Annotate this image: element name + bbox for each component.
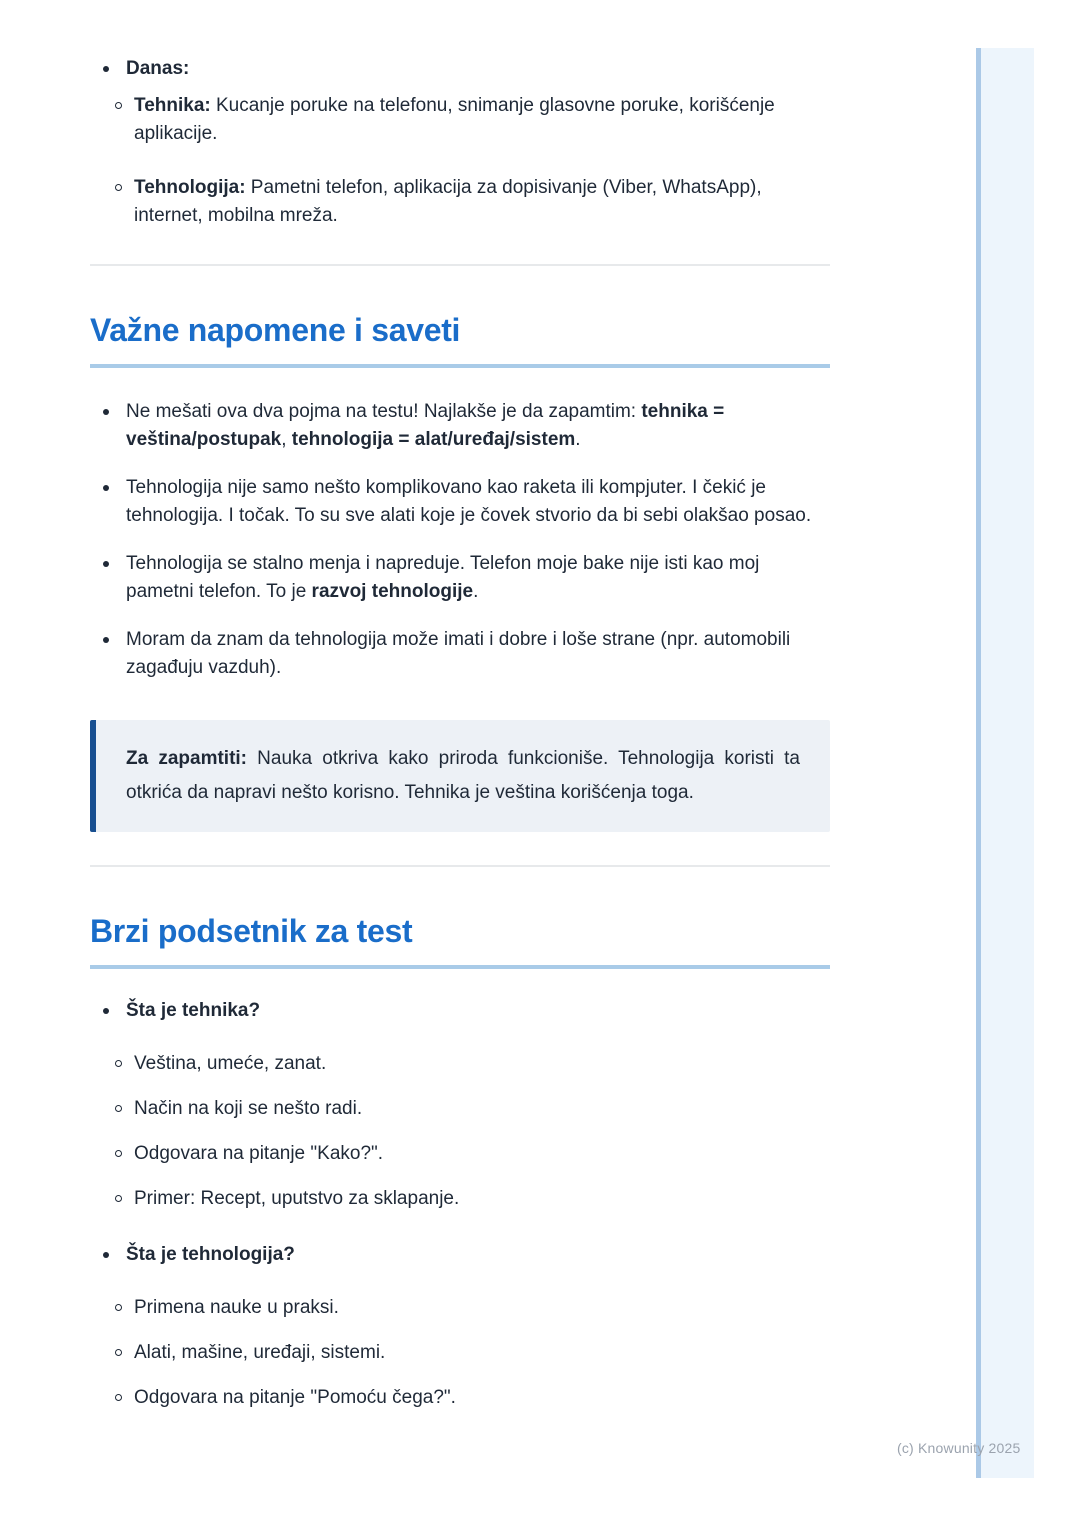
sub-item-text [134, 1095, 830, 1123]
copyright-note: (c) Knowunity 2025 [897, 1440, 1021, 1456]
text-segment: Odgovara na pitanje "Kako?". [134, 1143, 384, 1164]
sub-list-item [90, 1339, 830, 1367]
callout-box [90, 720, 830, 832]
text-segment: razvoj tehnologije [311, 581, 474, 602]
document-content [90, 0, 830, 1412]
notes-section-title: Važne napomene i saveti [90, 310, 830, 368]
callout-text [126, 742, 800, 810]
sub-item-text [134, 1384, 830, 1412]
text-segment: Kucanje poruke na telefonu, snimanje glasovne poruke, korišćenje aplikacije. [134, 95, 775, 144]
intro-group [90, 55, 830, 230]
bullet-text [126, 474, 830, 530]
bullet-text [126, 626, 830, 682]
disc-bullet-icon [103, 66, 109, 72]
disc-bullet-icon [103, 1252, 109, 1258]
quick-section-title: Brzi podsetnik za test [90, 911, 830, 969]
text-segment: Za zapamtiti: [126, 748, 248, 769]
text-segment: , [281, 429, 292, 450]
text-segment: Primena nauke u praksi. [134, 1297, 339, 1318]
circle-bullet-icon [115, 1105, 122, 1112]
sub-item-text [134, 1294, 830, 1322]
sub-list-item [90, 1050, 830, 1078]
intro-label-row [90, 55, 830, 83]
sub-list-item [90, 92, 830, 148]
sub-item-text [134, 92, 830, 148]
qa-group [90, 1241, 830, 1412]
notes-section [90, 310, 830, 832]
sub-item-text [134, 1050, 830, 1078]
qa-group [90, 997, 830, 1213]
circle-bullet-icon [115, 1195, 122, 1202]
question-row [90, 1241, 830, 1269]
circle-bullet-icon [115, 1394, 122, 1401]
text-segment: Ne mešati ova dva pojma na testu! Najlakše je da zapamtim: [126, 401, 642, 422]
text-segment: Moram da znam da tehnologija može imati i dobre i loše strane (npr. automobili zagađuju vazduh). [126, 629, 791, 678]
intro-label: Danas: [126, 58, 190, 79]
text-segment: Tehnologija nije samo nešto komplikovano kao raketa ili kompjuter. I čekić je tehnologija. I točak. To su sve alati koje je čovek stvorio da bi sebi olakšao posao. [126, 477, 812, 526]
question-text: Šta je tehnika? [126, 1000, 261, 1021]
disc-bullet-icon [103, 561, 109, 567]
sub-item-text [134, 174, 830, 230]
sub-item-text [134, 1339, 830, 1367]
text-segment: . [575, 429, 581, 450]
answer-list [90, 1294, 830, 1412]
intro-sub-list [90, 92, 830, 230]
section-divider [90, 264, 830, 266]
bullet-item [90, 626, 830, 682]
disc-bullet-icon [103, 1008, 109, 1014]
bullet-text [126, 550, 830, 606]
section-divider [90, 865, 830, 867]
circle-bullet-icon [115, 1304, 122, 1311]
text-segment: Tehnologija: [134, 177, 246, 198]
bullet-item [90, 550, 830, 606]
disc-bullet-icon [103, 637, 109, 643]
text-segment: tehnologija = alat/uređaj/sistem [291, 429, 576, 450]
circle-bullet-icon [115, 1060, 122, 1067]
text-segment: tehnika = veština/postupak [126, 401, 725, 450]
circle-bullet-icon [115, 184, 122, 191]
bullet-text [126, 398, 830, 454]
sub-list-item [90, 1140, 830, 1168]
question-text: Šta je tehnologija? [126, 1244, 295, 1265]
bullet-item [90, 474, 830, 530]
text-segment: Način na koji se nešto radi. [134, 1098, 363, 1119]
text-segment: Tehnika: [134, 95, 211, 116]
circle-bullet-icon [115, 102, 122, 109]
sub-list-item [90, 1185, 830, 1213]
sub-item-text [134, 1140, 830, 1168]
question-row [90, 997, 830, 1025]
circle-bullet-icon [115, 1150, 122, 1157]
text-segment: Pametni telefon, aplikacija za dopisivanje (Viber, WhatsApp), internet, mobilna mreža. [134, 177, 762, 226]
text-segment: Odgovara na pitanje "Pomoću čega?". [134, 1387, 456, 1408]
sub-list-item [90, 1294, 830, 1322]
notes-bullet-list [90, 398, 830, 682]
text-segment: Primer: Recept, uputstvo za sklapanje. [134, 1188, 460, 1209]
quick-groups [90, 997, 830, 1412]
bullet-item [90, 398, 830, 454]
sub-list-item [90, 1384, 830, 1412]
text-segment: Tehnologija se stalno menja i napreduje. Telefon moje bake nije isti kao moj pametni telefon. To je [126, 553, 760, 602]
text-segment: . [473, 581, 479, 602]
circle-bullet-icon [115, 1349, 122, 1356]
quick-section [90, 911, 830, 1412]
answer-list [90, 1050, 830, 1213]
decorative-side-strip [976, 48, 1034, 1478]
sub-item-text [134, 1185, 830, 1213]
sub-list-item [90, 1095, 830, 1123]
disc-bullet-icon [103, 485, 109, 491]
disc-bullet-icon [103, 409, 109, 415]
text-segment: Veština, umeće, zanat. [134, 1053, 327, 1074]
text-segment: Nauka otkriva kako priroda funkcioniše. Tehnologija koristi ta otkrića da napravi nešto korisno. Tehnika je veština korišćenja toga. [126, 748, 801, 803]
sub-list-item [90, 174, 830, 230]
text-segment: Alati, mašine, uređaji, sistemi. [134, 1342, 386, 1363]
